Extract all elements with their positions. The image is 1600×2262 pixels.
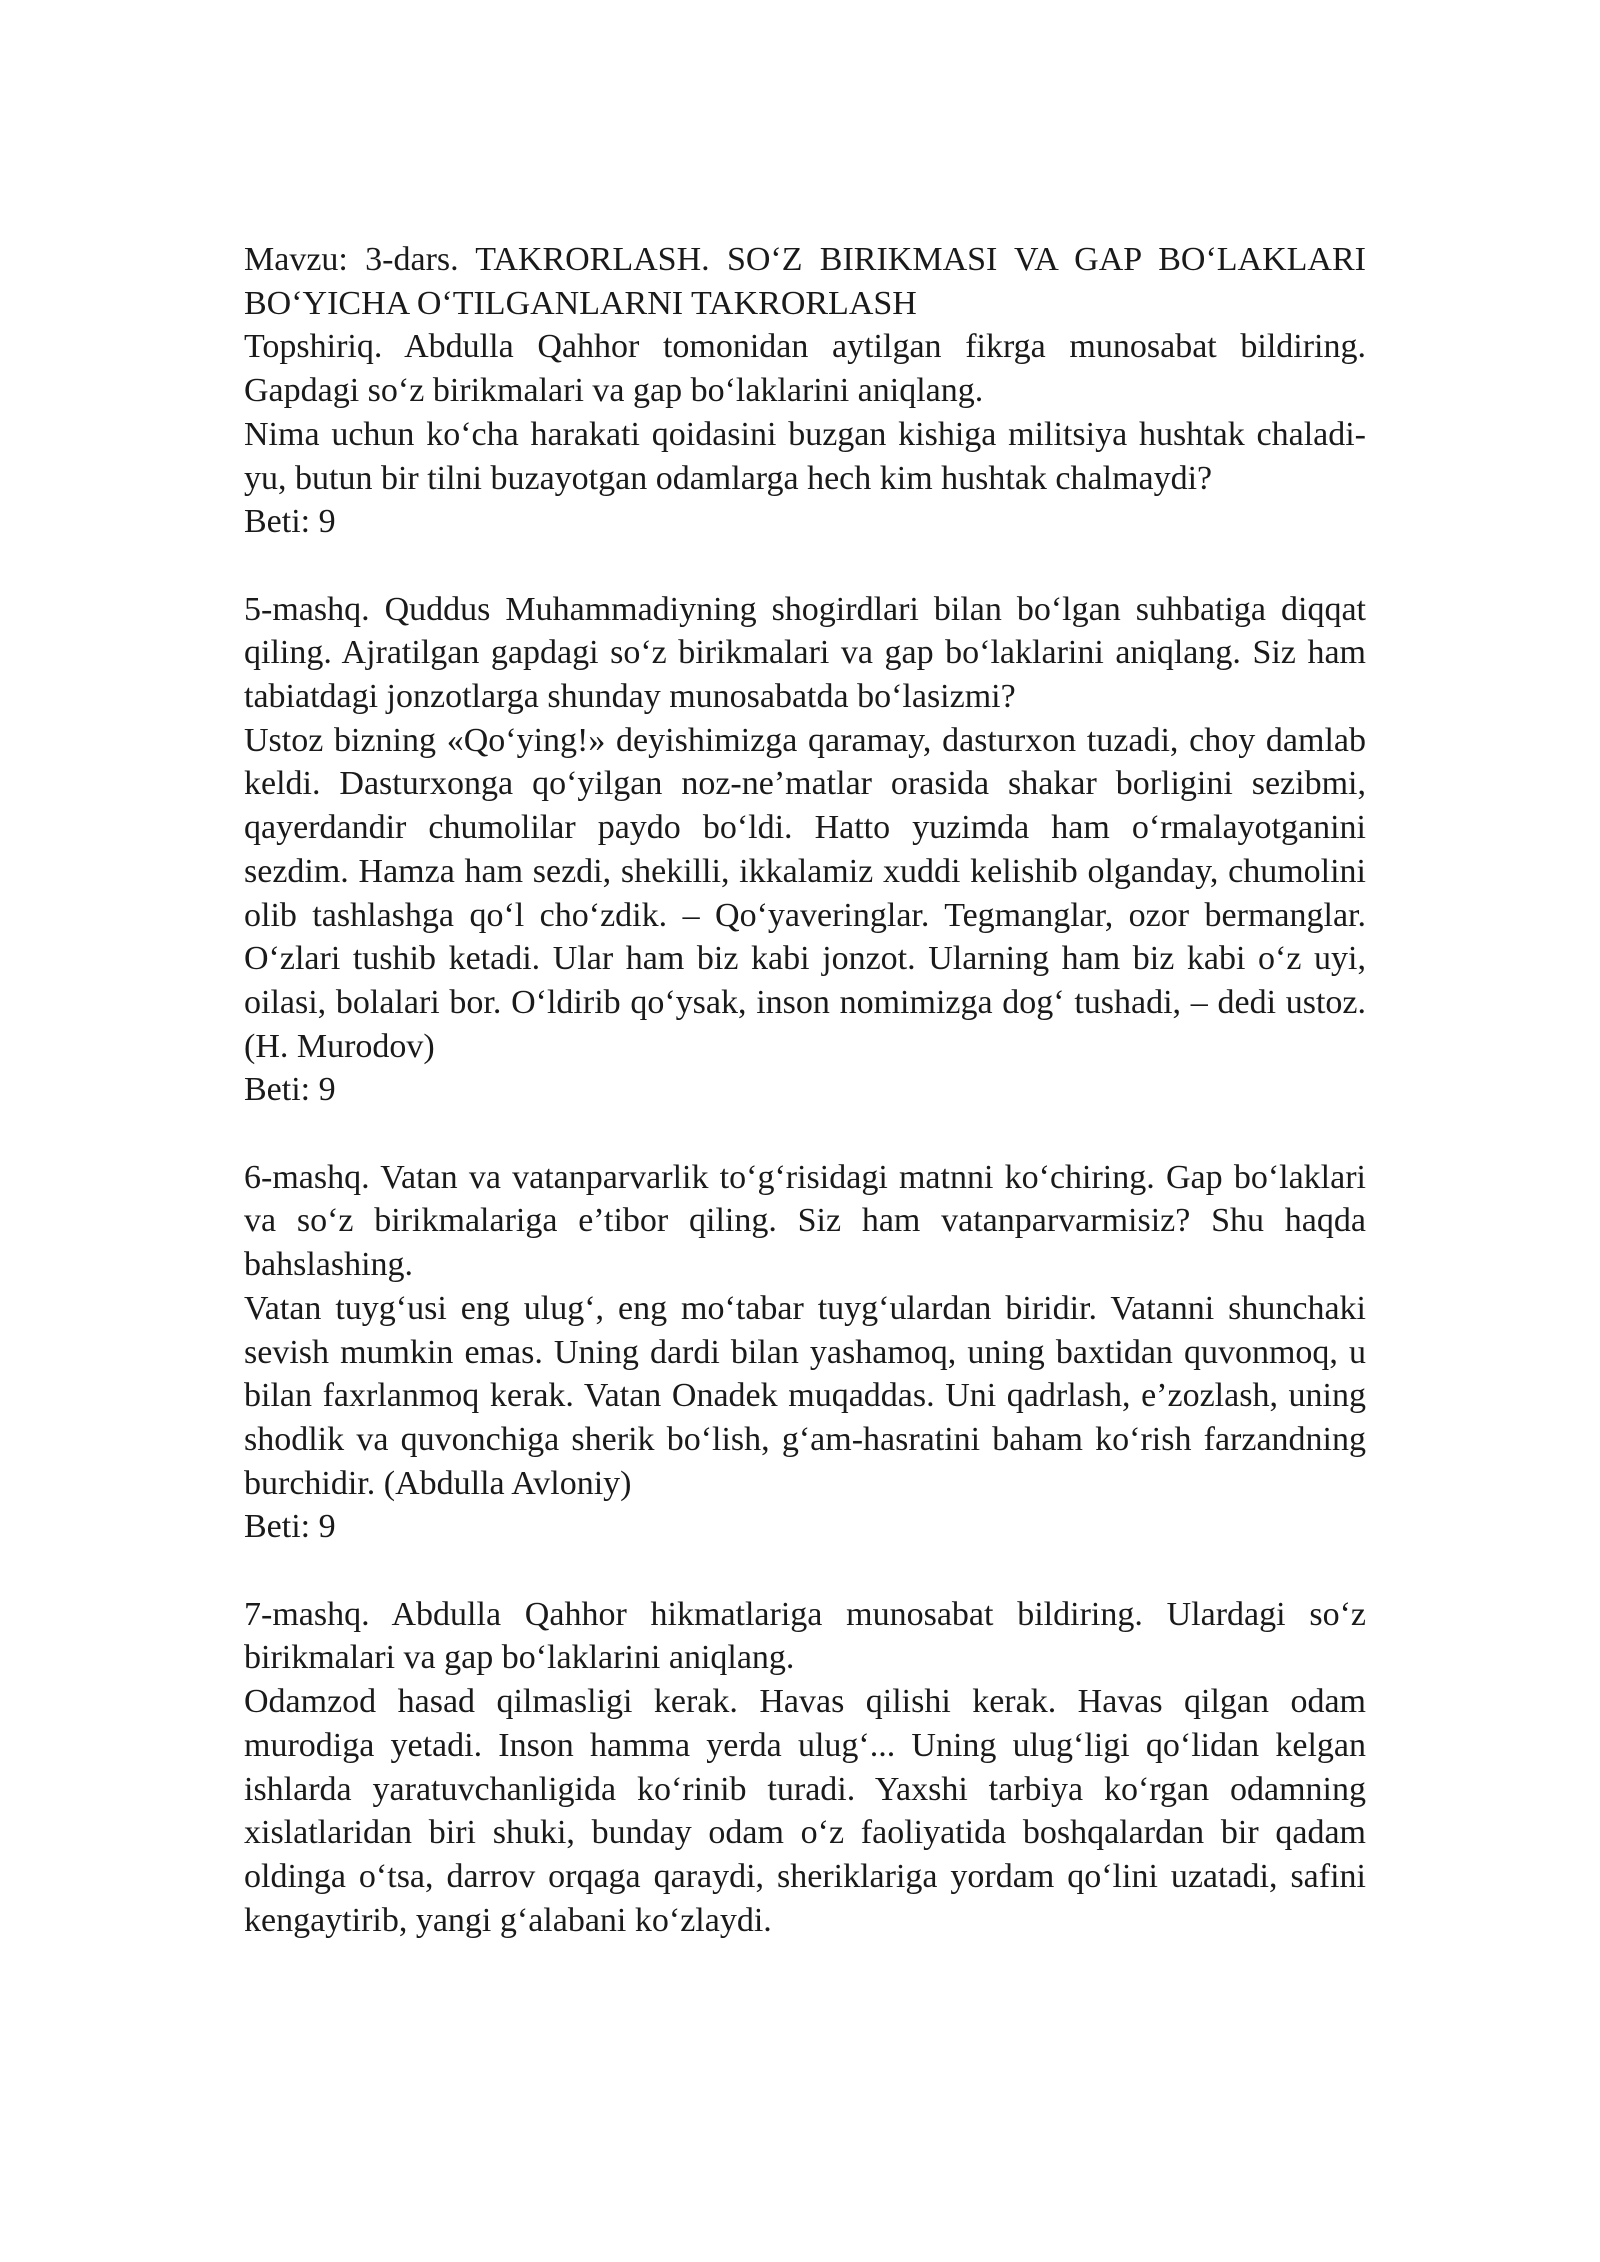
- section-gap: [244, 544, 1366, 588]
- exercise-7-text: Odamzod hasad qilmasligi kerak. Havas qilishi kerak. Havas qilgan odam murodiga yetadi. Inson hamma yerda ulug‘... Uning ulug‘ligi qo‘lidan kelgan ishlarda yaratuvchanligida ko‘rinib turadi. Yaxshi tarbiya ko‘rgan odamning xislatlaridan biri shuki, bunday odam o‘z faoliyatida boshqalardan bir qadam oldinga o‘tsa, darrov orqaga qaraydi, sheriklariga yordam qo‘lini uzatadi, safini kengaytirib, yangi g‘alabani ko‘zlaydi.: [244, 1683, 1366, 1939]
- task-instruction: Topshiriq. Abdulla Qahhor tomonidan aytilgan fikrga munosabat bildiring. Gapdagi so‘z birikmalari va gap bo‘laklarini aniqlang.: [244, 328, 1366, 410]
- quote-text: Nima uchun ko‘cha harakati qoidasini buzgan kishiga militsiya hushtak chaladi-yu, butun bir tilni buzayotgan odamlarga hech kim hushtak chalmaydi?: [244, 415, 1366, 497]
- exercise-5-instruction: 5-mashq. Quddus Muhammadiyning shogirdlari bilan bo‘lgan suhbatiga diqqat qiling. Ajratilgan gapdagi so‘z birikmalari va gap bo‘laklarini aniqlang. Siz ham tabiatdagi jonzotlarga shunday munosabatda bo‘lasizmi?: [244, 590, 1366, 716]
- document-page: [244, 238, 1366, 1942]
- page-reference: Beti: 9: [244, 503, 336, 541]
- exercise-5-text: Ustoz bizning «Qo‘ying!» deyishimizga qaramay, dasturxon tuzadi, choy damlab keldi. Dasturxonga qo‘yilgan noz-ne’matlar orasida shakar borligini sezibmi, qayerdandir chumolilar paydo bo‘ldi. Hatto yuzimda ham o‘rmalayotganini sezdim. Hamza ham sezdi, shekilli, ikkalamiz xuddi kelishib olganday, chumolini olib tashlashga qo‘l cho‘zdik. – Qo‘yaveringlar. Tegmanglar, ozor bermanglar. O‘zlari tushib ketadi. Ular ham biz kabi jonzot. Ularning ham biz kabi o‘z uyi, oilasi, bolalari bor. O‘ldirib qo‘ysak, inson nomimizga dog‘ tushadi, – dedi ustoz. (H. Murodov): [244, 721, 1366, 1065]
- section-gap: [244, 1549, 1366, 1593]
- exercise-6-instruction: 6-mashq. Vatan va vatanparvarlik to‘g‘risidagi matnni ko‘chiring. Gap bo‘laklari va so‘z birikmalariga e’tibor qiling. Siz ham vatanparvarmisiz? Shu haqda bahslashing.: [244, 1158, 1366, 1284]
- lesson-title: Mavzu: 3-dars. TAKRORLASH. SO‘Z BIRIKMASI VA GAP BO‘LAKLARI BO‘YICHA O‘TILGANLARNI TAKRORLASH: [244, 241, 1366, 322]
- page-reference: Beti: 9: [244, 1508, 336, 1546]
- section-gap: [244, 1112, 1366, 1156]
- exercise-7-instruction: 7-mashq. Abdulla Qahhor hikmatlariga munosabat bildiring. Ulardagi so‘z birikmalari va gap bo‘laklarini aniqlang.: [244, 1595, 1366, 1677]
- exercise-6-text: Vatan tuyg‘usi eng ulug‘, eng mo‘tabar tuyg‘ulardan biridir. Vatanni shunchaki sevish mumkin emas. Uning dardi bilan yashamoq, uning baxtidan quvonmoq, u bilan faxrlanmoq kerak. Vatan Onadek muqaddas. Uni qadrlash, e’zozlash, uning shodlik va quvonchiga sherik bo‘lish, g‘am-hasratini baham ko‘rish farzandning burchidir. (Abdulla Avloniy): [244, 1289, 1366, 1502]
- page-reference: Beti: 9: [244, 1071, 336, 1109]
